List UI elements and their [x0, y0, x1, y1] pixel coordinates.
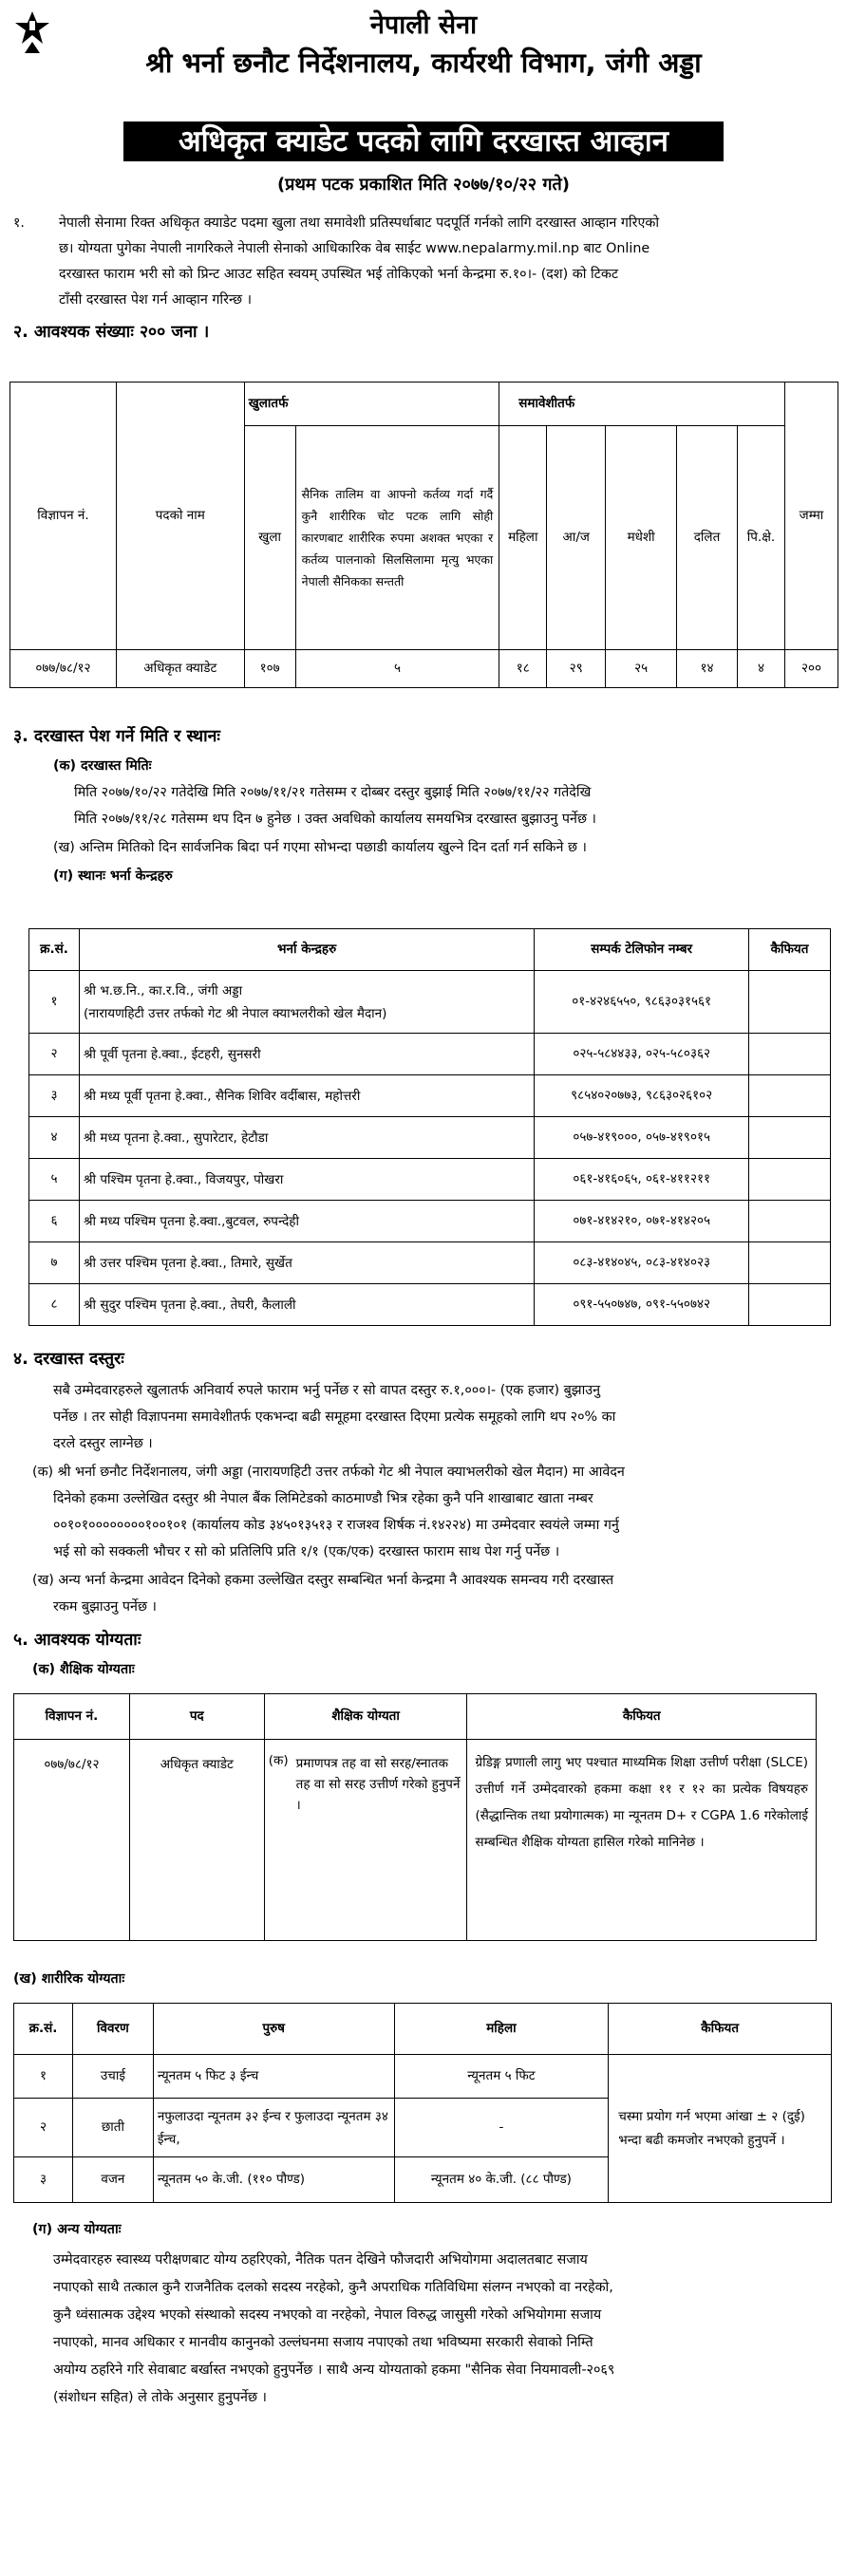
- s5-title: ५. आवश्यक योग्यताः: [13, 1631, 141, 1650]
- center-remark: [749, 1159, 831, 1201]
- vacancy-header-madhesi: मधेशी: [606, 426, 677, 650]
- center-name-line1: श्री मध्य पश्चिम पृतना हे.क्वा.,बुटवल, रुपन्देही: [83, 1213, 299, 1229]
- vacancy-header-adv: विज्ञापन नं.: [10, 383, 117, 650]
- phys-female: न्यूनतम ४० के.जी. (८८ पौण्ड): [394, 2157, 609, 2203]
- vacancy-khula: १०७: [244, 650, 295, 688]
- center-name-line1: श्री उत्तर पश्चिम पृतना हे.क्वा., तिमारे, सुर्खेत: [83, 1255, 292, 1271]
- center-remark: [749, 1201, 831, 1242]
- centers-table: [28, 928, 831, 1326]
- center-sn: ८: [29, 1284, 80, 1326]
- s3-title: ३. दरखास्त पेश गर्ने मिति र स्थानः: [13, 727, 220, 746]
- s3-ga-title: (ग) स्थानः भर्ना केन्द्रहरु: [53, 868, 173, 884]
- center-name-line1: श्री मध्य पूर्वी पृतना हे.क्वा., सैनिक शिविर वर्दीबास, महोत्तरी: [83, 1088, 361, 1104]
- s3-kha: (ख) अन्तिम मितिको दिन सार्वजनिक बिदा पर्न गएमा सोभन्दा पछाडी कार्यालय खुल्ने दिन दर्ता गर्न सकिने छ ।: [53, 840, 587, 855]
- center-name: [79, 971, 534, 1034]
- vacancy-post: अधिकृत क्याडेट: [116, 650, 244, 688]
- center-phone: ०९१-५५०७४७, ०९१-५५०७४२: [535, 1284, 749, 1326]
- vacancy-martyr: ५: [295, 650, 499, 688]
- table-row: [29, 1284, 831, 1326]
- center-sn: ७: [29, 1242, 80, 1284]
- vacancy-header-open: खुलातर्फ: [244, 383, 499, 426]
- center-phone: ०५७-४१९०००, ०५७-४१९०१५: [535, 1117, 749, 1159]
- vacancy-header-mahila: महिला: [499, 426, 547, 650]
- phys-male: न्यूनतम ५ फिट ३ ईन्च: [153, 2055, 394, 2099]
- edu-header-edu: शैक्षिक योग्यता: [264, 1694, 467, 1740]
- s2-title: २. आवश्यक संख्याः २०० जना ।: [13, 323, 210, 342]
- table-row: [29, 1242, 831, 1284]
- center-sn: ४: [29, 1117, 80, 1159]
- table-row: [29, 1117, 831, 1159]
- s5-kha-title: (ख) शारीरिक योग्यताः: [13, 1971, 125, 1987]
- phys-female: न्यूनतम ५ फिट: [394, 2055, 609, 2099]
- phys-sn: १: [14, 2055, 73, 2099]
- edu-header-adv: विज्ञापन नं.: [14, 1694, 130, 1740]
- s5-ga-line2: नपाएको साथै तत्काल कुनै राजनैतिक दलको सदस्य नरहेको, कुनै अपराधिक गतिविधिमा संलग्न नभएको वा नरहेको,: [53, 2280, 613, 2295]
- phys-desc: उचाई: [72, 2055, 153, 2099]
- table-row: [29, 1034, 831, 1075]
- edu-header-remark: कैफियत: [467, 1694, 817, 1740]
- center-remark: [749, 1284, 831, 1326]
- s4-ka-line2: दिनेको हकमा उल्लेखित दस्तुर श्री नेपाल बैंक लिमिटेडको काठमाण्डौ भित्र रहेका कुनै पनि शाखाबाट खाता नम्बर: [53, 1491, 593, 1506]
- s5-ga-line6: (संशोधन सहित) ले तोके अनुसार हुनुपर्नेछ ।: [53, 2390, 267, 2405]
- s3-ka-line1: मिति २०७७/१०/२२ गतेदेखि मिति २०७७/११/२१ गतेसम्म र दोब्बर दस्तुर बुझाई मिति २०७७/११/२२ गतेदेखि: [74, 785, 592, 800]
- edu-post: अधिकृत क्याडेट: [129, 1740, 264, 1941]
- phys-female: -: [394, 2099, 609, 2157]
- table-row: [10, 650, 838, 688]
- center-name: [79, 1075, 534, 1117]
- center-name: [79, 1034, 534, 1075]
- phys-header-remark: कैफियत: [609, 2004, 832, 2055]
- phys-header-female: महिला: [394, 2004, 609, 2055]
- centers-header-center: भर्ना केन्द्रहरु: [79, 929, 534, 971]
- phys-desc: छाती: [72, 2099, 153, 2157]
- s1-line1: नेपाली सेनामा रिक्त अधिकृत क्याडेट पदमा खुला तथा समावेशी प्रतिस्पर्धाबाट पदपूर्ति गर्नको लागि दरखास्त आव्हान गरिएको: [59, 215, 660, 231]
- center-name-line1: श्री पूर्वी पृतना हे.क्वा., ईटहरी, सुनसरी: [83, 1046, 261, 1062]
- center-name: [79, 1242, 534, 1284]
- vacancy-header-martyr: सैनिक तालिम वा आफ्नो कर्तव्य गर्दा गर्दै कुनै शारीरिक चोट पटक लागि सोही कारणबाट शारीरिक रुपमा अशक्त भएका र कर्तव्य पालनाको सिलसिलामा मृत्यु भएका नेपाली सैनिकका सन्तती: [295, 426, 499, 650]
- vacancy-header-total: जम्मा: [784, 383, 838, 650]
- org-name: नेपाली सेना: [369, 10, 478, 40]
- physical-table: [13, 2003, 832, 2203]
- center-name-line1: श्री सुदुर पश्चिम पृतना हे.क्वा., तेघरी, कैलाली: [83, 1297, 296, 1313]
- vacancy-header-inclusive: समावेशीतर्फ: [499, 383, 785, 426]
- table-row: [14, 1740, 817, 1941]
- notice-title: अधिकृत क्याडेट पदको लागि दरखास्त आव्हान: [123, 121, 724, 161]
- phys-remark: चस्मा प्रयोग गर्न भएमा आंखा ± २ (दुई) भन्दा बढी कमजोर नभएको हुनुपर्ने ।: [609, 2055, 832, 2203]
- centers-header-remark: कैफियत: [749, 929, 831, 971]
- center-remark: [749, 971, 831, 1034]
- s4-p1: सबै उम्मेदवारहरुले खुलातर्फ अनिवार्य रुपले फाराम भर्नु पर्नेछ र सो वापत दस्तुर रु.१,०००।- (एक हजार) बुझाउनु: [53, 1383, 601, 1398]
- center-name: [79, 1201, 534, 1242]
- s4-ka-line1: (क) श्री भर्ना छनौट निर्देशनालय, जंगी अड्डा (नारायणहिटी उत्तर तर्फको गेट श्री नेपाल क्याभलरीको खेल मैदान) मा आवेदन: [32, 1465, 625, 1480]
- center-name-line2: (नारायणहिटी उत्तर तर्फको गेट श्री नेपाल क्याभलरीको खेल मैदान): [83, 1005, 387, 1021]
- s5-ga-line1: उम्मेदवारहरु स्वास्थ्य परीक्षणबाट योग्य ठहरिएको, नैतिक पतन देखिने फौजदारी अभियोगमा अदालतबाट सजाय: [53, 2252, 588, 2268]
- center-remark: [749, 1117, 831, 1159]
- s5-ga-line4: नपाएको, मानव अधिकार र मानवीय कानुनको उल्लंघनमा सजाय नपाएको तथा भविष्यमा सरकारी सेवाको निम्ति: [53, 2335, 593, 2350]
- s1-line3: दरखास्त फाराम भरी सो को प्रिन्ट आउट सहित स्वयम् उपस्थित भई तोकिएको भर्ना केन्द्रमा रु.१०।- (दश) को टिकट: [59, 267, 619, 282]
- center-name: [79, 1284, 534, 1326]
- phys-header-desc: विवरण: [72, 2004, 153, 2055]
- center-sn: ३: [29, 1075, 80, 1117]
- s5-ga-line3: कुनै ध्वंसात्मक उद्देश्य भएको संस्थाको सदस्य नभएको वा नरहेको, नेपाल विरुद्ध जासुसी गरेको अभियोगमा सजाय: [53, 2307, 602, 2323]
- edu-remark: ग्रेडिङ्ग प्रणाली लागु भए पश्चात माध्यमिक शिक्षा उत्तीर्ण परीक्षा (SLCE) उत्तीर्ण गर्ने उम्मेदवारको हकमा कक्षा ११ र १२ का प्रत्येक विषयहरु (सैद्धान्तिक तथा प्रयोगात्मक) मा न्यूनतम D+ र CGPA 1.6 गरेकोलाई सम्बन्धित शैक्षिक योग्यता हासिल गरेको मानिनेछ ।: [467, 1740, 817, 1941]
- phys-male: न्यूनतम ५० के.जी. (११० पौण्ड): [153, 2157, 394, 2203]
- center-phone: ०२५-५८४४३३, ०२५-५८०३६२: [535, 1034, 749, 1075]
- published-date: (प्रथम पटक प्रकाशित मिति २०७७/१०/२२ गते): [276, 175, 571, 195]
- edu-header-post: पद: [129, 1694, 264, 1740]
- center-phone: ०८३-४१४०४५, ०८३-४१४०२३: [535, 1242, 749, 1284]
- vacancy-table: [9, 382, 838, 688]
- edu-requirement: प्रमाणपत्र तह वा सो सरह/स्नातक तह वा सो सरह उत्तीर्ण गरेको हुनुपर्ने ।: [295, 1756, 461, 1813]
- center-phone: ०१-४२४६५५०, ९८६३०३१५६१: [535, 971, 749, 1034]
- table-row: [29, 1075, 831, 1117]
- vacancy-header-post: पदको नाम: [116, 383, 244, 650]
- center-phone: ९८५४०२०७७३, ९८६३०२६१०२: [535, 1075, 749, 1117]
- table-row: [29, 971, 831, 1034]
- vacancy-adv: ०७७/७८/१२: [10, 650, 117, 688]
- center-name: [79, 1117, 534, 1159]
- table-row: [29, 1159, 831, 1201]
- center-remark: [749, 1242, 831, 1284]
- s4-title: ४. दरखास्त दस्तुरः: [13, 1350, 124, 1369]
- vacancy-mahila: १८: [499, 650, 547, 688]
- center-sn: १: [29, 971, 80, 1034]
- phys-male: नफुलाउदा न्यूनतम ३२ ईन्च र फुलाउदा न्यूनतम ३४ ईन्च,: [153, 2099, 394, 2157]
- vacancy-header-pichhe: पि.क्षे.: [738, 426, 785, 650]
- vacancy-pichhe: ४: [738, 650, 785, 688]
- office-name: श्री भर्ना छनौट निर्देशनालय, कार्यरथी विभाग, जंगी अड्डा: [145, 47, 702, 79]
- s3-ka-line2: मिति २०७७/११/२८ गतेसम्म थप दिन ७ हुनेछ । उक्त अवधिको कार्यालय समयभित्र दरखास्त बुझाउनु पर्नेछ ।: [74, 812, 596, 827]
- phys-sn: २: [14, 2099, 73, 2157]
- s1-number: १.: [13, 215, 25, 231]
- s4-ka-line4: भई सो को सक्कली भौचर र सो को प्रतिलिपि प्रति १/१ (एक/एक) दरखास्त फाराम साथ पेश गर्नु पर्नेछ ।: [53, 1544, 560, 1559]
- center-name: [79, 1159, 534, 1201]
- center-name-line1: श्री मध्य पृतना हे.क्वा., सुपारेटार, हेटौडा: [83, 1129, 269, 1146]
- vacancy-aaja: २९: [547, 650, 606, 688]
- center-sn: ५: [29, 1159, 80, 1201]
- center-name-line1: श्री पश्चिम पृतना हे.क्वा., विजयपुर, पोखरा: [83, 1171, 284, 1187]
- s1-line2: छ। योग्यता पुगेका नेपाली नागरिकले नेपाली सेनाको आधिकारिक वेब साईट www.nepalarmy.mil.np बाट Online: [59, 241, 650, 256]
- center-remark: [749, 1075, 831, 1117]
- vacancy-total: २००: [784, 650, 838, 688]
- vacancy-header-khula: खुला: [244, 426, 295, 650]
- s5-ga-title: (ग) अन्य योग्यताः: [32, 2222, 122, 2237]
- phys-sn: ३: [14, 2157, 73, 2203]
- center-phone: ०७१-४१४२१०, ०७१-४१४२०५: [535, 1201, 749, 1242]
- edu-ka-label: (क): [268, 1753, 289, 1768]
- vacancy-madhesi: २५: [606, 650, 677, 688]
- s5-ka-title: (क) शैक्षिक योग्यताः: [32, 1662, 135, 1677]
- table-row: [14, 2055, 832, 2099]
- vacancy-header-aaja: आ/ज: [547, 426, 606, 650]
- edu-adv: ०७७/७८/१२: [14, 1740, 130, 1941]
- s4-ka-line3: ००१०१००००००००१००१०१ (कार्यालय कोड ३४५०१३५१३ र राजश्व शिर्षक नं.१४२२४) मा उम्मेदवार स्वयंले जम्मा गर्नु: [53, 1518, 619, 1533]
- center-sn: २: [29, 1034, 80, 1075]
- center-remark: [749, 1034, 831, 1075]
- s4-kha-line1: (ख) अन्य भर्ना केन्द्रमा आवेदन दिनेको हकमा उल्लेखित दस्तुर सम्बन्धित भर्ना केन्द्रमा नै आवश्यक समन्वय गरी दरखास्त: [32, 1573, 614, 1588]
- s5-ga-line5: अयोग्य ठहरिने गरि सेवाबाट बर्खास्त नभएको हुनुपर्नेछ । साथै अन्य योग्यताको हकमा "सैनिक सेवा नियमावली-२०६९: [53, 2362, 615, 2378]
- centers-header-sn: क्र.सं.: [29, 929, 80, 971]
- center-name-line1: श्री भ.छ.नि., का.र.वि., जंगी अड्डा: [83, 982, 243, 999]
- s4-kha-line2: रकम बुझाउनु पर्नेछ ।: [53, 1599, 157, 1615]
- education-table: [13, 1693, 817, 1941]
- s3-ka-title: (क) दरखास्त मितिः: [53, 758, 152, 774]
- s4-p2: पर्नेछ । तर सोही विज्ञापनमा समावेशीतर्फ एकभन्दा बढी समूहमा दरखास्त दिएमा प्रत्येक समूहको लागि थप २०% का: [53, 1409, 616, 1425]
- vacancy-dalit: १४: [677, 650, 738, 688]
- center-sn: ६: [29, 1201, 80, 1242]
- phys-header-sn: क्र.सं.: [14, 2004, 73, 2055]
- phys-header-male: पुरुष: [153, 2004, 394, 2055]
- vacancy-header-dalit: दलित: [677, 426, 738, 650]
- table-row: [29, 1201, 831, 1242]
- phys-desc: वजन: [72, 2157, 153, 2203]
- s4-p3: दरले दस्तुर लाग्नेछ ।: [53, 1436, 153, 1451]
- center-phone: ०६१-४१६०६५, ०६१-४११२११: [535, 1159, 749, 1201]
- s1-line4: टाँसी दरखास्त पेश गर्न आव्हान गरिन्छ ।: [59, 292, 253, 308]
- centers-header-phone: सम्पर्क टेलिफोन नम्बर: [535, 929, 749, 971]
